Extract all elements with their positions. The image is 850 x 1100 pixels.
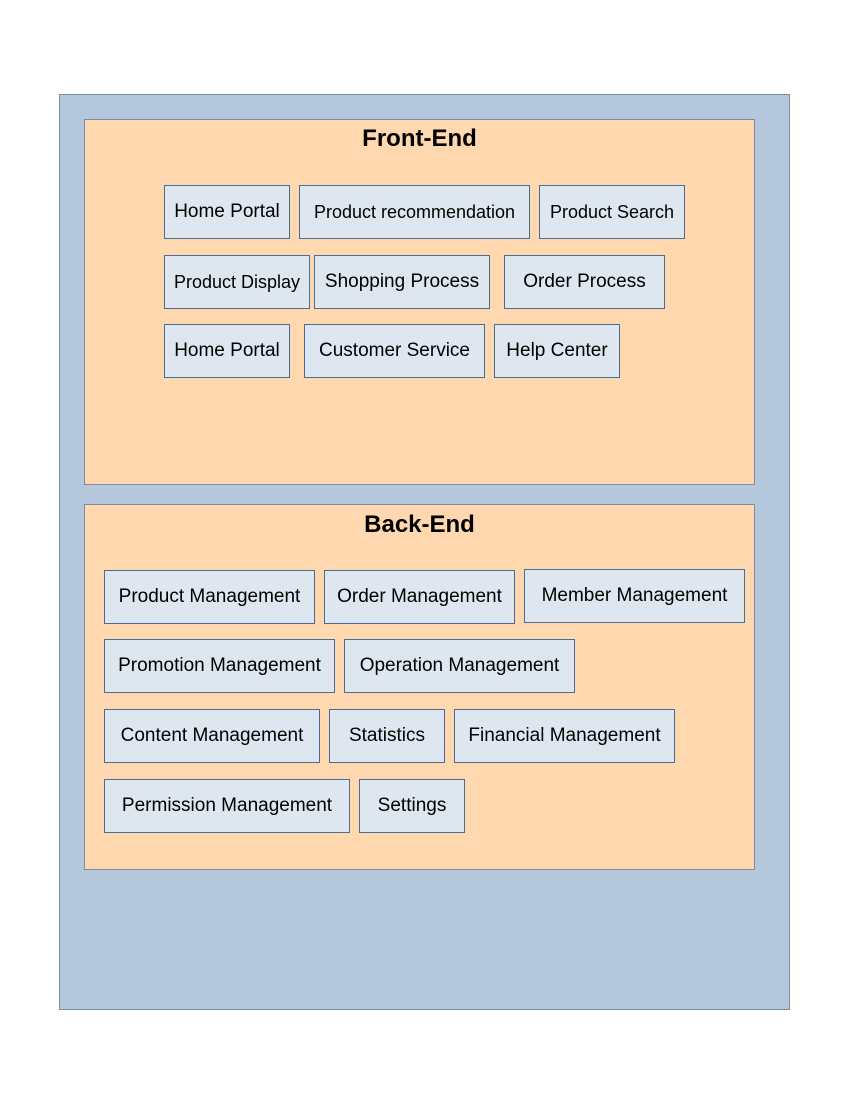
- module-content-management: Content Management: [104, 709, 320, 763]
- module-product-management: Product Management: [104, 570, 315, 624]
- module-product-display: Product Display: [164, 255, 310, 309]
- module-member-management: Member Management: [524, 569, 745, 623]
- module-order-process: Order Process: [504, 255, 665, 309]
- module-home-portal-2: Home Portal: [164, 324, 290, 378]
- module-order-management: Order Management: [324, 570, 515, 624]
- module-help-center: Help Center: [494, 324, 620, 378]
- module-product-search: Product Search: [539, 185, 685, 239]
- system-architecture-container: [59, 94, 790, 1010]
- module-settings: Settings: [359, 779, 465, 833]
- module-promotion-management: Promotion Management: [104, 639, 335, 693]
- module-financial-management: Financial Management: [454, 709, 675, 763]
- module-permission-management: Permission Management: [104, 779, 350, 833]
- module-product-recommendation: Product recommendation: [299, 185, 530, 239]
- backend-title: Back-End: [364, 511, 475, 538]
- module-statistics: Statistics: [329, 709, 445, 763]
- module-home-portal: Home Portal: [164, 185, 290, 239]
- module-shopping-process: Shopping Process: [314, 255, 490, 309]
- frontend-title: Front-End: [362, 125, 477, 152]
- module-operation-management: Operation Management: [344, 639, 575, 693]
- module-customer-service: Customer Service: [304, 324, 485, 378]
